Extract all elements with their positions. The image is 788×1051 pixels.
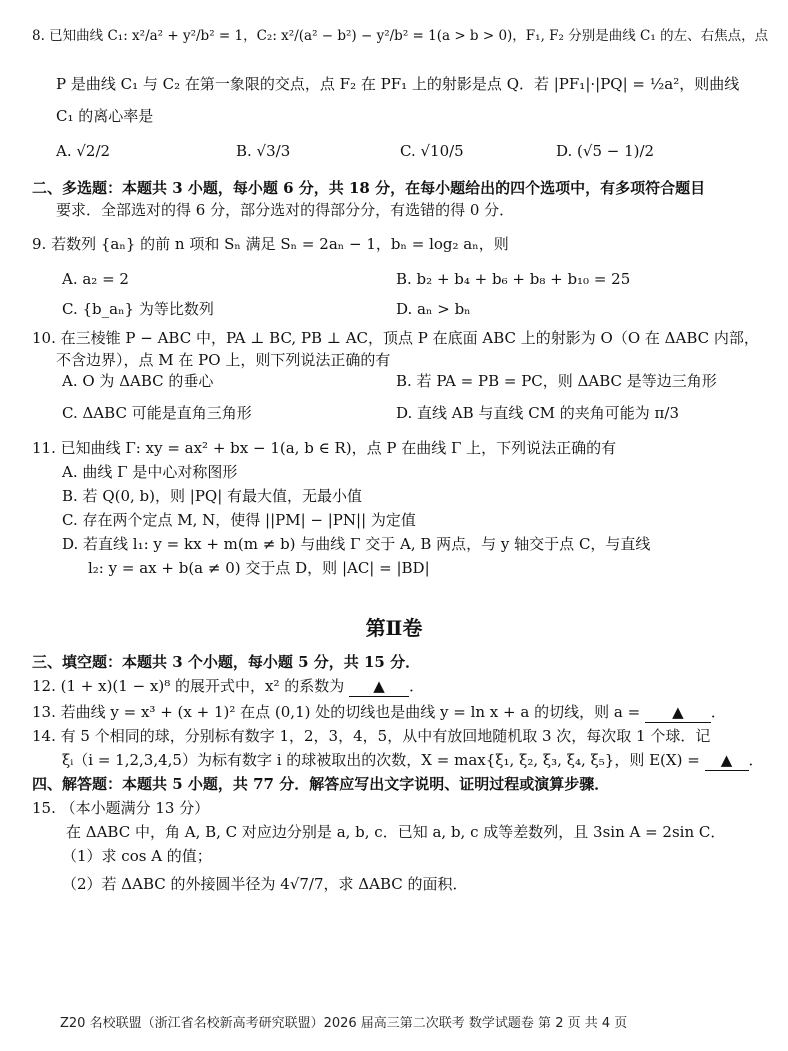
q9-option-b: B. b₂ + b₄ + b₆ + b₈ + b₁₀ = 25 xyxy=(396,270,631,288)
q14-line1: 14. 有 5 个相同的球，分别标有数字 1，2，3，4，5，从中有放回地随机取 3 次，每次取 1 个球．记 xyxy=(32,727,711,745)
q11-option-b: B. 若 Q(0, b)，则 |PQ| 有最大值，无最小值 xyxy=(62,487,363,505)
section3-heading: 三、填空题：本题共 3 个小题，每小题 5 分，共 15 分． xyxy=(32,653,421,671)
q15-head: 15. （本小题满分 13 分） xyxy=(32,799,210,817)
q12-answer-blank: ▲ xyxy=(349,676,409,697)
q12 xyxy=(32,676,424,697)
part2-title: 第Ⅱ卷 xyxy=(365,616,423,640)
q13-text: 13. 若曲线 y = x³ + (x + 1)² 在点 (0,1) 处的切线也是曲线 y = ln x + a 的切线，则 a = xyxy=(32,703,641,721)
q15-line1: 在 ΔABC 中，角 A, B, C 对应边分别是 a, b, c．已知 a, b, c 成等差数列，且 3sin A = 2sin C． xyxy=(66,823,726,841)
q15-part2: （2）若 ΔABC 的外接圆半径为 4√7/7，求 ΔABC 的面积． xyxy=(62,875,468,893)
q8-option-d: D. (√5 − 1)/2 xyxy=(556,142,655,160)
page-footer: Z20 名校联盟（浙江省名校新高考研究联盟）2026 届高三第二次联考 数学试题卷 第 2 页 共 4 页 xyxy=(60,1016,628,1031)
q10-option-b: B. 若 PA = PB = PC，则 ΔABC 是等边三角形 xyxy=(396,372,717,390)
q9-stem: 9. 若数列 {aₙ} 的前 n 项和 Sₙ 满足 Sₙ = 2aₙ − 1，bₙ = log₂ aₙ，则 xyxy=(32,235,509,253)
q14-answer-blank: ▲ xyxy=(705,750,749,771)
q8-line1: 8. 已知曲线 C₁: x²/a² + y²/b² = 1，C₂: x²/(a² − b²) − y²/b² = 1(a > b > 0)，F₁, F₂ 分别是曲线 C₁ 的左、右焦点，点 xyxy=(32,28,769,44)
q14-line2 xyxy=(62,750,764,771)
q14-line2-text: ξᵢ（i = 1,2,3,4,5）为标有数字 i 的球被取出的次数，X = max{ξ₁, ξ₂, ξ₃, ξ₄, ξ₅}，则 E(X) = xyxy=(62,751,700,769)
q8-option-c: C. √10/5 xyxy=(400,142,464,160)
q10-line1: 10. 在三棱锥 P − ABC 中，PA ⊥ BC, PB ⊥ AC，顶点 P 在底面 ABC 上的射影为 O（O 在 ΔABC 内部， xyxy=(32,329,759,347)
q10-line2: 不含边界），点 M 在 PO 上，则下列说法正确的有 xyxy=(56,351,391,369)
q11-option-a: A. 曲线 Γ 是中心对称图形 xyxy=(62,463,238,481)
q8-option-b: B. √3/3 xyxy=(236,142,291,160)
q9-option-c: C. {b_aₙ} 为等比数列 xyxy=(62,300,214,318)
section2-heading: 二、多选题：本题共 3 小题，每小题 6 分，共 18 分，在每小题给出的四个选项中，有多项符合题目 xyxy=(32,179,706,197)
q12-text: 12. (1 + x)(1 − x)⁸ 的展开式中，x² 的系数为 xyxy=(32,677,345,695)
q13-end: ． xyxy=(710,703,726,721)
q10-option-a: A. O 为 ΔABC 的垂心 xyxy=(62,372,214,390)
q15-part1: （1）求 cos A 的值； xyxy=(62,847,212,865)
section4-heading: 四、解答题：本题共 5 小题，共 77 分．解答应写出文字说明、证明过程或演算步骤． xyxy=(32,775,610,793)
q13-answer-blank: ▲ xyxy=(645,702,711,723)
q9-option-d: D. aₙ > bₙ xyxy=(396,300,471,318)
q11-stem: 11. 已知曲线 Γ: xy = ax² + bx − 1(a, b ∈ R)，点 P 在曲线 Γ 上，下列说法正确的有 xyxy=(32,439,617,457)
q11-option-d-line1: D. 若直线 l₁: y = kx + m(m ≠ b) 与曲线 Γ 交于 A, B 两点，与 y 轴交于点 C，与直线 xyxy=(62,535,651,553)
q12-end: ． xyxy=(409,677,425,695)
q8-line3: C₁ 的离心率是 xyxy=(56,107,154,125)
q11-option-c: C. 存在两个定点 M, N，使得 ||PM| − |PN|| 为定值 xyxy=(62,511,416,529)
q10-option-d: D. 直线 AB 与直线 CM 的夹角可能为 π/3 xyxy=(396,404,680,422)
q10-option-c: C. ΔABC 可能是直角三角形 xyxy=(62,404,252,422)
q8-option-a: A. √2/2 xyxy=(56,142,111,160)
q14-end: ． xyxy=(748,751,764,769)
section2-heading-cont: 要求．全部选对的得 6 分，部分选对的得部分分，有选错的得 0 分． xyxy=(56,201,515,219)
q13 xyxy=(32,702,726,723)
q11-option-d-line2: l₂: y = ax + b(a ≠ 0) 交于点 D，则 |AC| = |BD| xyxy=(88,559,430,577)
q9-option-a: A. a₂ = 2 xyxy=(62,270,129,288)
q8-line2: P 是曲线 C₁ 与 C₂ 在第一象限的交点，点 F₂ 在 PF₁ 上的射影是点 Q．若 |PF₁|·|PQ| = ½a²，则曲线 xyxy=(56,75,740,93)
